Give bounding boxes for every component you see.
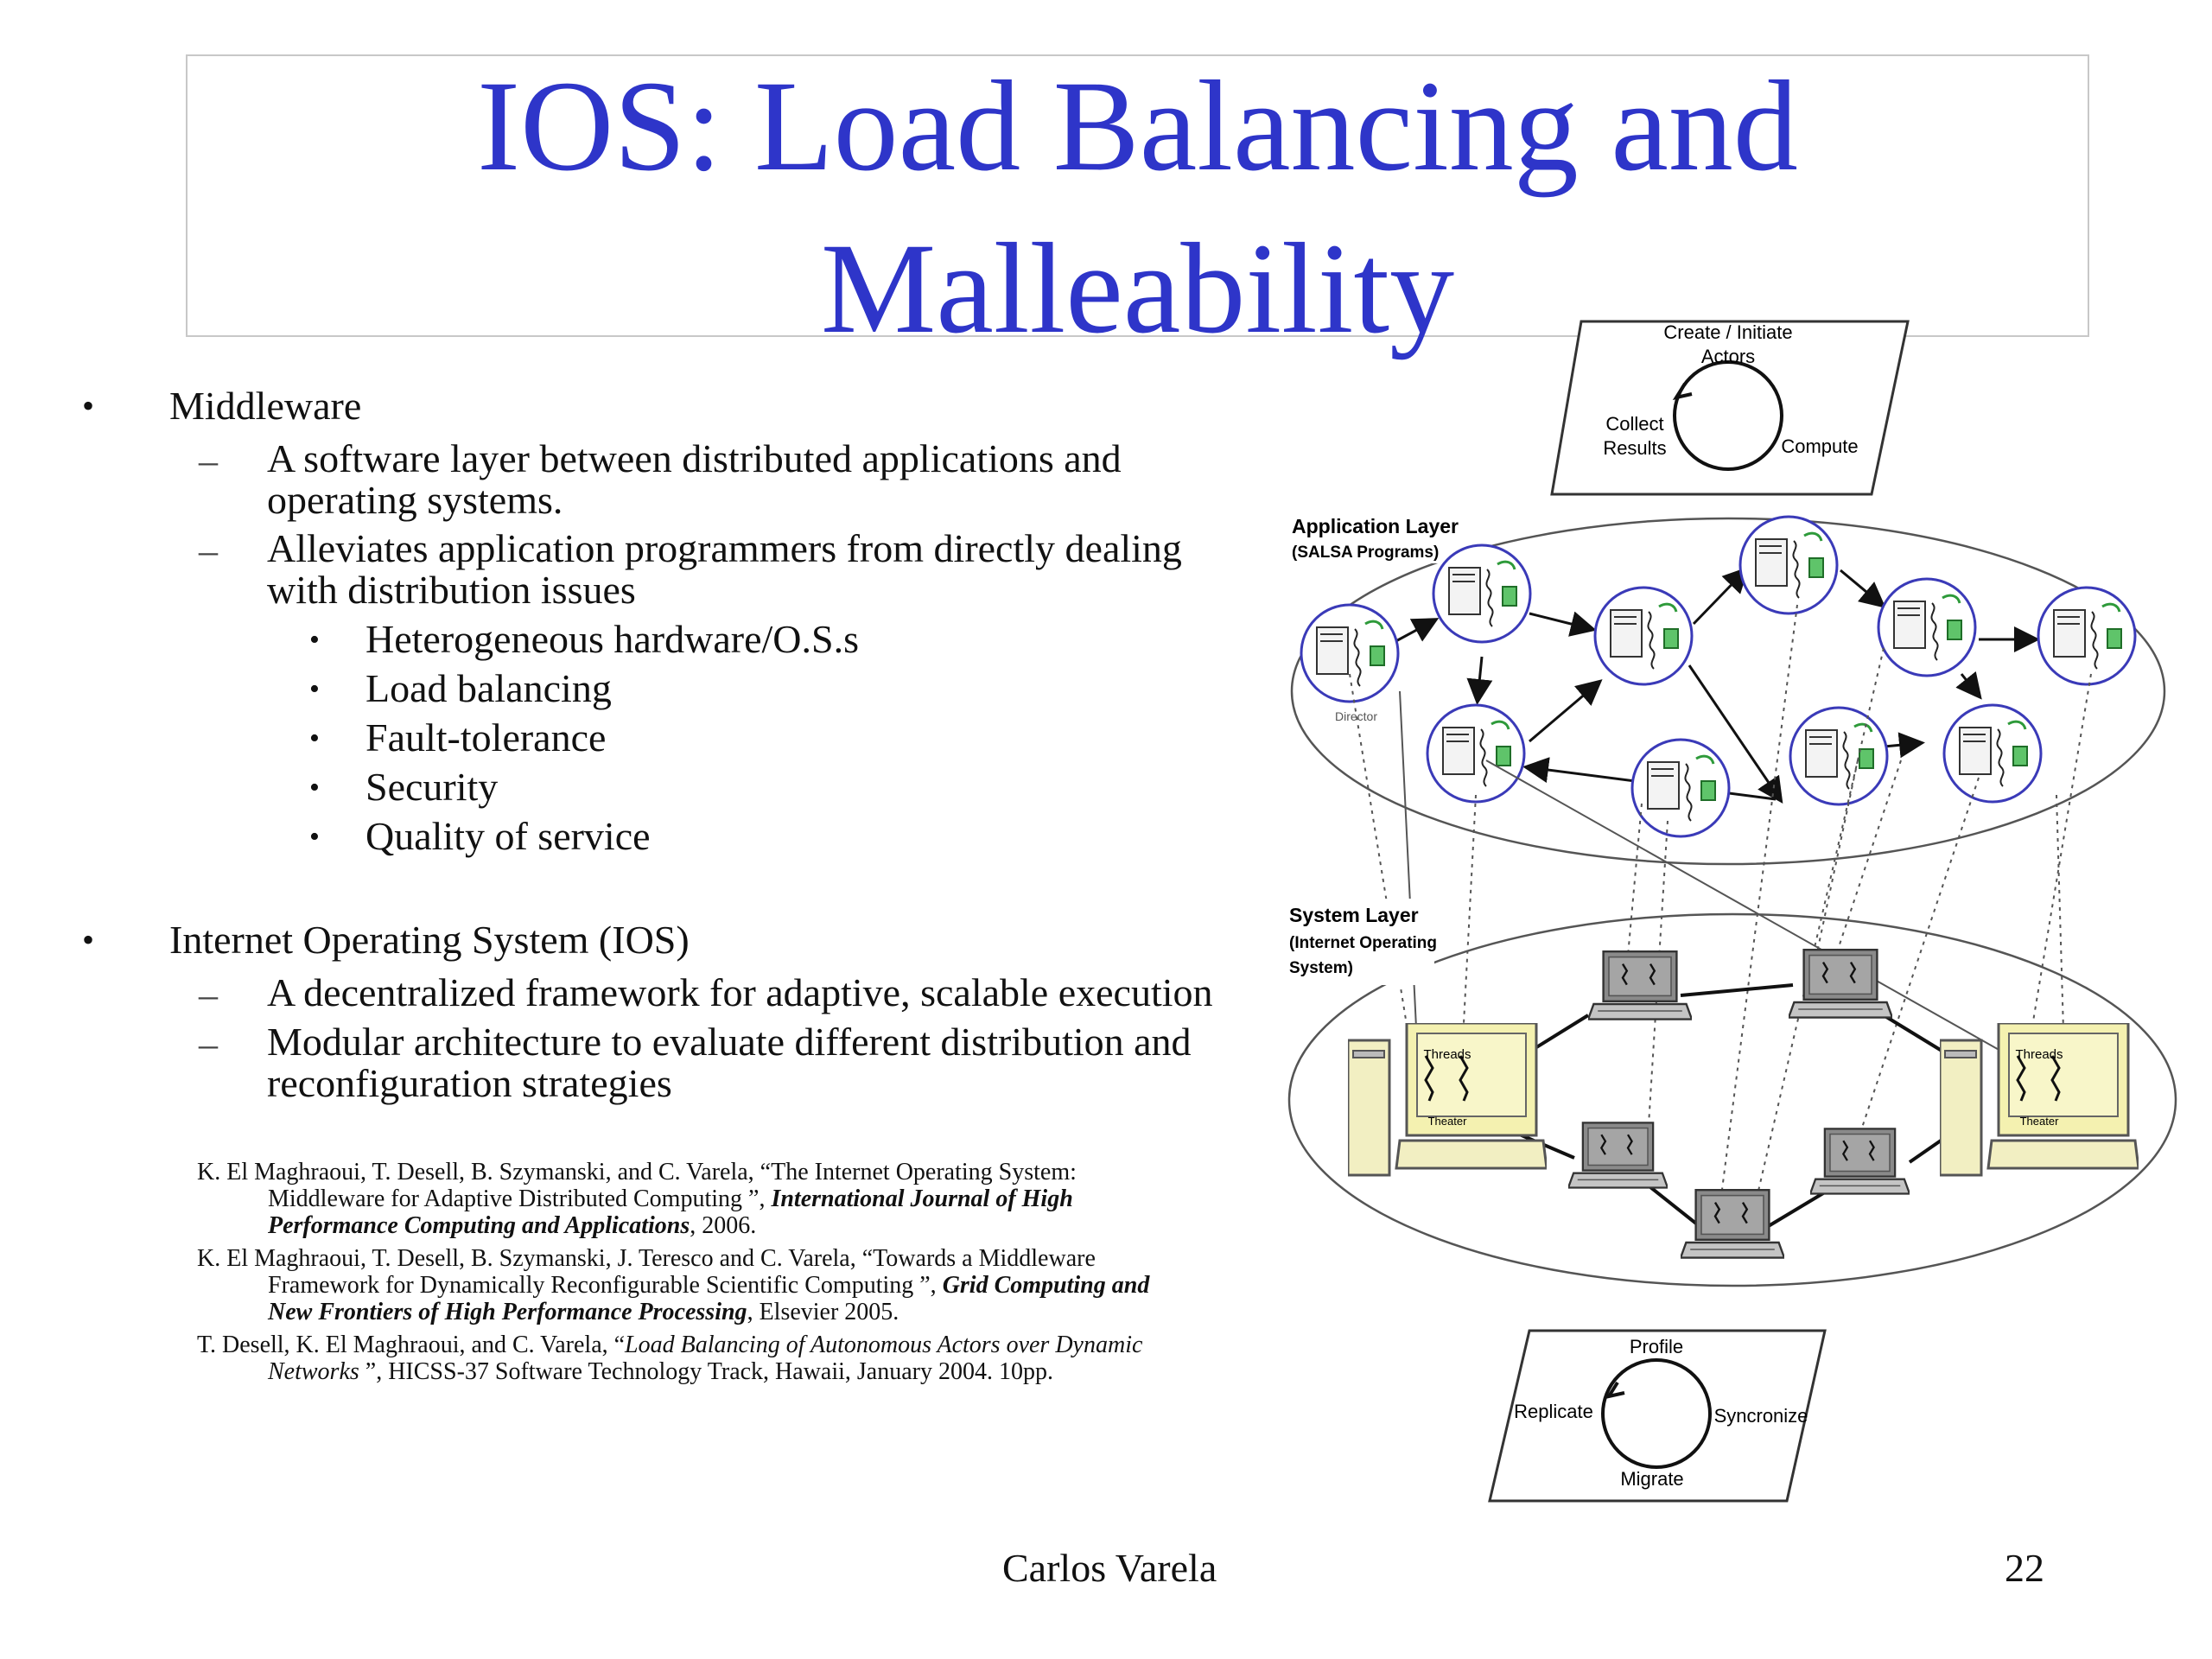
laptop-icon <box>1810 1128 1910 1193</box>
profile-migrate-cycle <box>1490 1331 1825 1501</box>
actor-icon <box>1433 545 1530 642</box>
ref2-line1: K. El Maghraoui, T. Desell, B. Szymanski, J. Teresco and C. Varela, “Towards a Middleware <box>197 1245 1096 1272</box>
ref3-venue: ”, HICSS-37 Software Technology Track, Hawaii, January 2004. 10pp. <box>359 1358 1053 1385</box>
laptop-icon <box>1681 1190 1784 1257</box>
system-layer <box>1287 899 2176 1286</box>
issue-item: Heterogeneous hardware/O.S.s <box>365 617 859 661</box>
theater-computer-left-icon <box>1348 1023 1547 1175</box>
middleware-sub1-line1: A software layer between distributed applications and <box>267 436 1122 480</box>
dash-mark: – <box>199 1023 218 1065</box>
title-line-1: IOS: Load Balancing and <box>477 54 1798 198</box>
cycle-compute-label: Compute <box>1781 435 1859 457</box>
theater-label-right: Theater <box>2019 1115 2059 1128</box>
issue-item: Quality of service <box>365 814 651 858</box>
actor-icon <box>1878 579 1975 676</box>
ref1-year: , 2006. <box>690 1212 757 1239</box>
bullet-mark: • <box>309 772 320 804</box>
middleware-sub2-line1: Alleviates application programmers from directly dealing <box>267 526 1182 570</box>
system-layer-subtitle-2: System) <box>1289 959 1353 977</box>
laptop-icon <box>1588 951 1692 1019</box>
bullet-mark: • <box>82 920 95 959</box>
ref1-line2a: Middleware for Adaptive Distributed Computing ”, <box>268 1185 772 1212</box>
laptop-icon <box>1568 1122 1668 1187</box>
app-layer-title: Application Layer <box>1292 515 1459 537</box>
application-layer <box>1287 512 2164 864</box>
ios-sub2-line2: reconfiguration strategies <box>267 1061 672 1105</box>
ref2-year: , Elsevier 2005. <box>747 1299 899 1325</box>
bullet-mark: • <box>309 821 320 853</box>
app-layer-subtitle: (SALSA Programs) <box>1292 543 1440 562</box>
system-layer-title: System Layer <box>1289 904 1419 926</box>
cycle-results-label: Results <box>1603 437 1667 459</box>
middleware-sub1-line2: operating systems. <box>267 478 563 522</box>
cycle-syncronize-label: Syncronize <box>1713 1405 1808 1427</box>
theater-label-left: Theater <box>1427 1115 1467 1128</box>
cycle-collect-label: Collect <box>1605 413 1664 435</box>
bullet-ios: Internet Operating System (IOS) <box>169 918 690 962</box>
middleware-sub2-line2: with distribution issues <box>267 568 636 612</box>
cycle-create-label: Create / Initiate <box>1663 321 1793 343</box>
threads-label-left: Threads <box>1423 1047 1471 1062</box>
dash-mark: – <box>199 530 218 572</box>
director-label: Director <box>1335 709 1378 723</box>
ref1-journal-cont: Performance Computing and Applications <box>268 1212 690 1239</box>
ios-sub2-line1: Modular architecture to evaluate different distribution and <box>267 1020 1192 1064</box>
bullet-mark: • <box>309 673 320 705</box>
actor-icon <box>1740 517 1837 613</box>
bullet-mark: • <box>309 722 320 754</box>
ref3-title: Load Balancing of Autonomous Actors over Dynamic <box>625 1332 1143 1358</box>
actor-director-icon <box>1301 605 1398 702</box>
page-number: 22 <box>2005 1546 2044 1590</box>
cycle-profile-label: Profile <box>1629 1336 1684 1357</box>
title-line-2: Malleability <box>820 217 1455 360</box>
cycle-actors-label: Actors <box>1700 346 1756 367</box>
ref1-line1: K. El Maghraoui, T. Desell, B. Szymanski, and C. Varela, “The Internet Operating System: <box>197 1159 1077 1185</box>
issue-item: Security <box>365 765 499 809</box>
issue-item: Load balancing <box>365 666 612 710</box>
dash-mark: – <box>199 974 218 1016</box>
cycle-replicate-label: Replicate <box>1514 1401 1593 1422</box>
threads-label-right: Threads <box>2015 1047 2063 1062</box>
actor-icon <box>1632 740 1729 836</box>
bullet-middleware: Middleware <box>169 384 362 428</box>
laptop-icon <box>1789 950 1892 1017</box>
issue-item: Fault-tolerance <box>365 715 607 760</box>
ref2-book-cont: New Frontiers of High Performance Processing <box>268 1299 747 1325</box>
dash-mark: – <box>199 440 218 482</box>
ref2-line2a: Framework for Dynamically Reconfigurable Scientific Computing ”, <box>268 1272 943 1299</box>
bullet-mark: • <box>82 386 95 425</box>
footer-author: Carlos Varela <box>1002 1546 1217 1590</box>
create-compute-cycle <box>1552 321 1908 494</box>
cycle-migrate-label: Migrate <box>1620 1468 1684 1490</box>
bullet-mark: • <box>309 624 320 656</box>
actor-icon <box>1427 705 1524 802</box>
ios-sub1: A decentralized framework for adaptive, scalable execution <box>267 970 1213 1014</box>
ref3-line1a: T. Desell, K. El Maghraoui, and C. Varela, “ <box>197 1332 626 1358</box>
theater-computer-right-icon <box>1940 1023 2139 1175</box>
actor-icon <box>1944 705 2041 802</box>
actor-icon <box>1595 588 1692 684</box>
actor-icon <box>2038 588 2135 684</box>
ref1-journal: International Journal of High <box>771 1185 1073 1212</box>
ref2-book: Grid Computing and <box>942 1272 1150 1299</box>
actor-icon <box>1790 708 1887 804</box>
system-layer-subtitle-1: (Internet Operating <box>1289 934 1438 952</box>
ref3-title-cont: Networks <box>268 1358 359 1385</box>
